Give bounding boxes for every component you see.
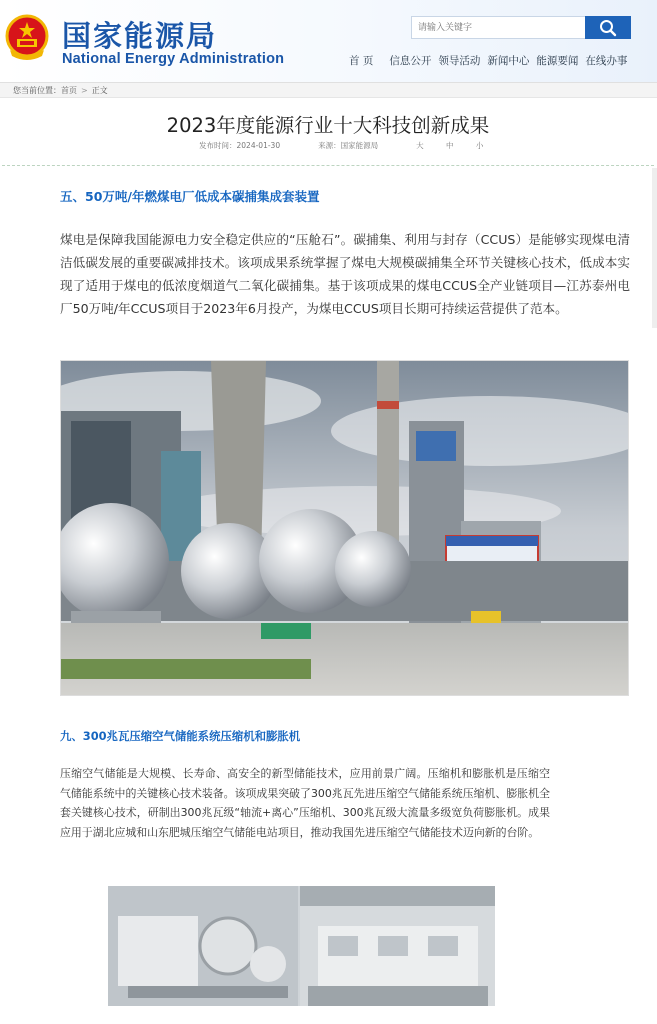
national-emblem-icon[interactable] bbox=[4, 14, 50, 62]
compressor-hall-photo bbox=[108, 886, 495, 1006]
breadcrumb-home[interactable]: 首页 bbox=[61, 86, 77, 95]
site-name-cn[interactable]: 国家能源局 bbox=[62, 19, 218, 53]
section-heading-ccus: 五、50万吨/年燃煤电厂低成本碳捕集成套装置 bbox=[60, 189, 320, 204]
article-header bbox=[2, 100, 654, 166]
breadcrumb-label: 您当前位置： bbox=[13, 86, 61, 95]
ccus-plant-photo bbox=[60, 360, 629, 696]
breadcrumb-current: 正文 bbox=[91, 86, 108, 95]
nav-item-leader-activities[interactable]: 领导活动 bbox=[438, 55, 481, 67]
publish-time: 发布时间：2024-01-30 bbox=[199, 141, 281, 150]
search-box bbox=[411, 16, 630, 39]
section-body-ccus: 煤电是保障我国能源电力安全稳定供应的“压舱石”。碳捕集、利用与封存（CCUS）是能够实现煤电清洁低碳发展的重要碳减排技术。该项成果系统掌握了煤电大规模碳捕集全环节关键核心技术，低成本实现了适用于煤电的低浓度烟道气二氧化碳捕集。基于该项成果的煤电CCUS全产业链项目—江苏泰州电厂50万吨/年CCUS项目于2023年6月投产，为煤电CCUS项目长期可持续运营提供了范本。 bbox=[60, 232, 630, 316]
nav-item-news-center[interactable]: 新闻中心 bbox=[487, 55, 530, 67]
section-body-compressed-air: 压缩空气储能是大规模、长寿命、高安全的新型储能技术，应用前景广阔。压缩机和膨胀机是压缩空气储能系统中的关键核心技术装备。该项成果突破了300兆瓦先进压缩空气储能系统压缩机、膨胀机全套关键核心技术，研制出300兆瓦级“轴流+离心”压缩机、300兆瓦级大流量多级宽负荷膨胀机。成果应用于湖北应城和山东肥城压缩空气储能电站项目，推动我国先进压缩空气储能技术迈向新的台阶。 bbox=[60, 767, 550, 839]
breadcrumb bbox=[13, 85, 108, 96]
search-input[interactable] bbox=[411, 16, 586, 39]
section-heading-compressed-air: 九、300兆瓦压缩空气储能系统压缩机和膨胀机 bbox=[60, 729, 301, 743]
scrollbar[interactable] bbox=[652, 168, 657, 328]
article-meta bbox=[199, 140, 493, 151]
search-icon bbox=[599, 19, 617, 37]
article-source: 来源：国家能源局 bbox=[318, 141, 379, 150]
search-button[interactable] bbox=[585, 16, 631, 39]
breadcrumb-separator: > bbox=[81, 86, 88, 95]
breadcrumb-bar bbox=[0, 82, 657, 98]
nav-item-info-disclosure[interactable]: 信息公开 bbox=[389, 55, 432, 67]
main-nav bbox=[349, 53, 634, 68]
page-title: 2023年度能源行业十大科技创新成果 bbox=[166, 114, 490, 137]
site-header bbox=[0, 0, 657, 82]
site-name-en[interactable]: National Energy Administration bbox=[62, 51, 285, 67]
nav-item-home[interactable]: 首 页 bbox=[349, 55, 374, 67]
font-size-switcher[interactable]: 大 中 小 bbox=[416, 141, 494, 150]
nav-item-online-services[interactable]: 在线办事 bbox=[585, 55, 628, 67]
nav-item-energy-news[interactable]: 能源要闻 bbox=[536, 55, 579, 67]
